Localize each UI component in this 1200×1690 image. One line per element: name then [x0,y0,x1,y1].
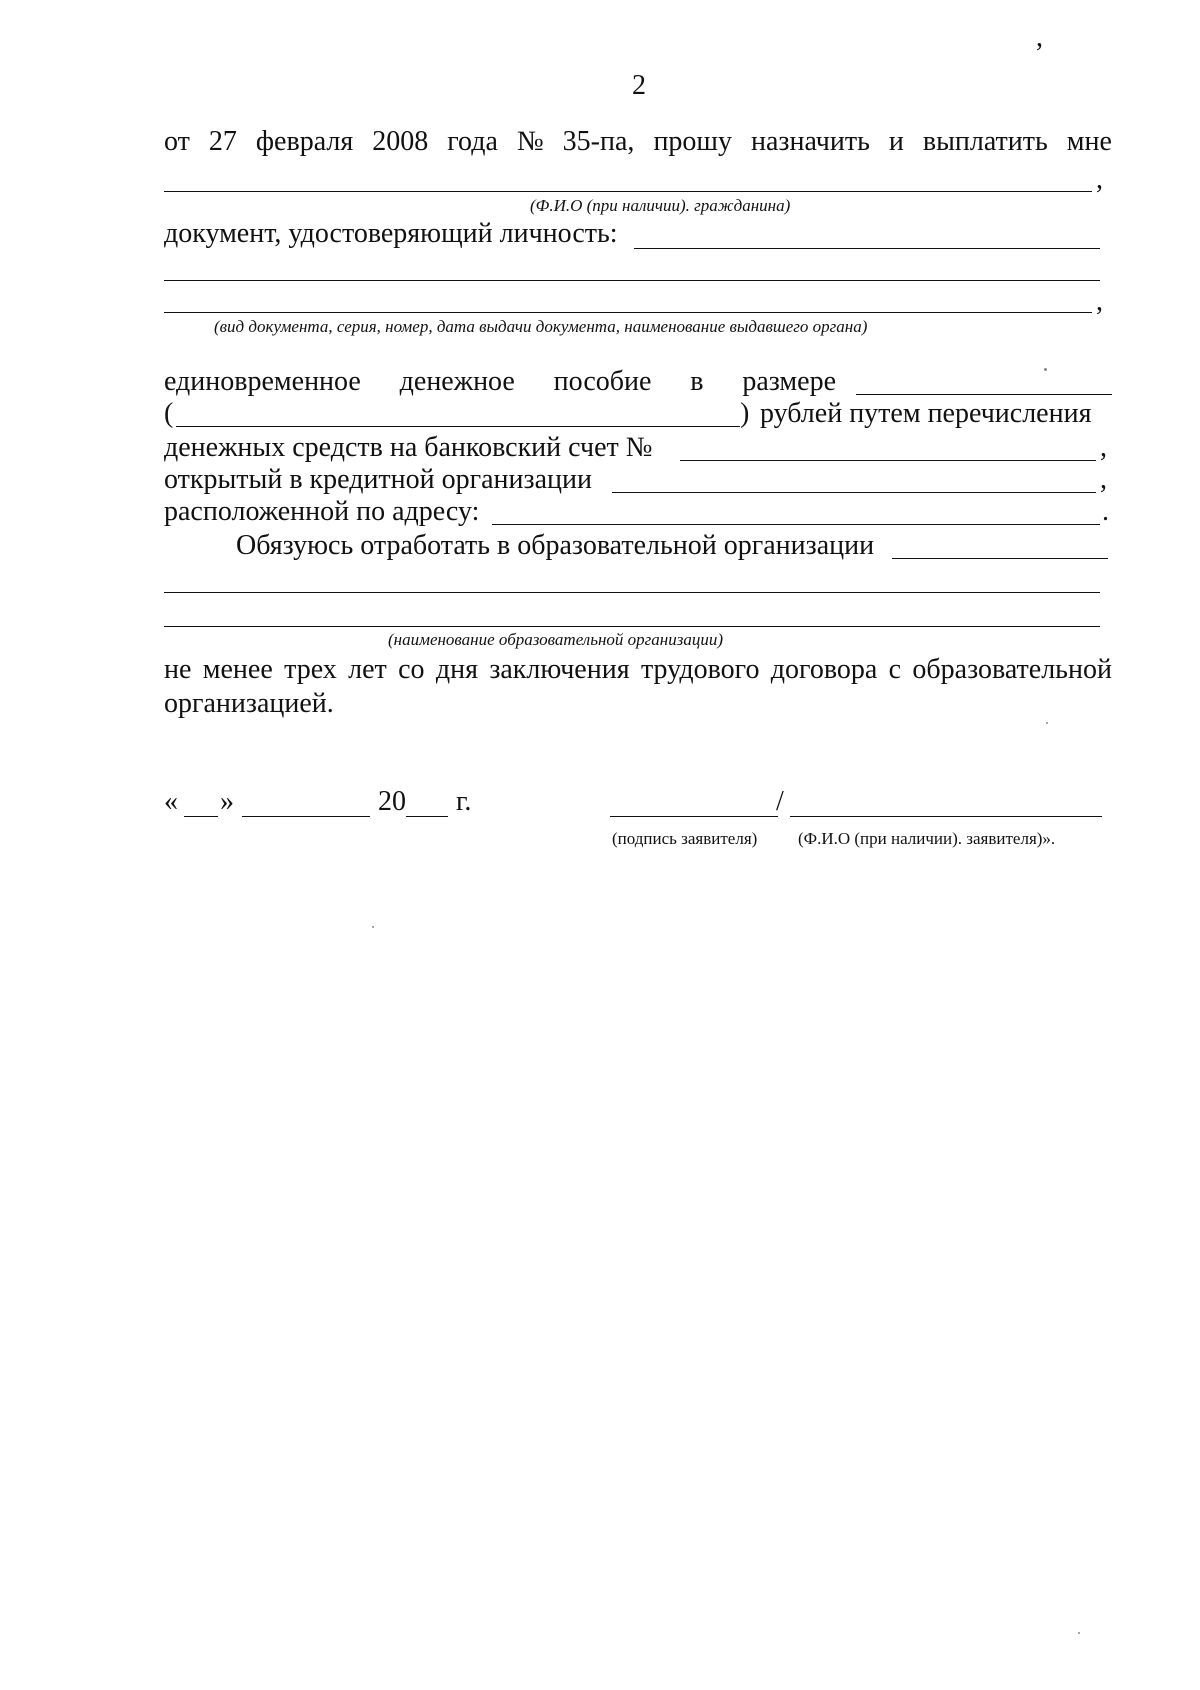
account-field-line[interactable] [680,460,1096,461]
intro-word: и [888,126,904,157]
intro-word: выплатить [922,126,1048,157]
address-label: расположенной по адресу: [164,496,480,527]
benefit-amount-field-line[interactable] [856,394,1112,395]
address-period: . [1102,496,1109,527]
fio-field-line[interactable] [164,191,1092,192]
scan-speck [1044,368,1047,371]
rubles-text: рублей путем перечисления [760,398,1092,429]
date-quote-open: « [164,786,178,817]
benefit-words-field-line[interactable] [176,426,740,427]
intro-word: 27 [208,126,237,157]
date-year-suffix: г. [456,786,472,817]
obligation-text-line-1 [164,654,1112,686]
id-doc-field-line-1[interactable] [634,248,1100,249]
benefit-word: единовременное [164,366,361,397]
intro-word: от [164,126,190,157]
intro-word: мне [1066,126,1112,157]
intro-word: назначить [751,126,870,157]
benefit-word: в [690,366,704,397]
benefit-word: денежное [399,366,515,397]
intro-word: 2008 [372,126,429,157]
intro-word: года [447,126,498,157]
obligation-label: Обязуюсь отработать в образовательной организации [236,530,875,561]
benefit-word: размере [742,366,836,397]
scan-speck [1046,722,1048,724]
obligation-text-line-2: организацией. [164,688,334,719]
credit-org-label: открытый в кредитной организации [164,464,592,495]
obligation-word: лет [348,654,387,685]
applicant-name-caption: (Ф.И.О (при наличии). заявителя)». [798,829,1056,848]
obligation-word: дня [435,654,478,685]
close-paren: ) [740,398,750,429]
fio-comma: , [1096,164,1103,195]
obligation-word: с [888,654,902,685]
benefit-word: пособие [553,366,652,397]
account-comma: , [1100,432,1107,463]
id-doc-comma: , [1096,286,1103,317]
org-caption: (наименование образовательной организации) [388,630,724,649]
date-day-field-line[interactable] [184,816,218,817]
obligation-word: трех [284,654,337,685]
obligation-field-line-2[interactable] [164,592,1100,593]
obligation-word: со [398,654,425,685]
account-label: денежных средств на банковский счет № [164,432,653,463]
obligation-word: менее [202,654,273,685]
page-number: 2 [632,70,646,101]
signature-slash: / [776,786,784,817]
id-doc-label: документ, удостоверяющий личность: [164,218,618,249]
signature-caption: (подпись заявителя) [612,829,758,848]
intro-word: прошу [653,126,732,157]
date-year-prefix: 20 [378,786,406,817]
intro-word: № [516,126,544,157]
obligation-word: образовательной [912,654,1112,685]
corner-mark: , [1036,22,1043,53]
obligation-field-line-1[interactable] [892,558,1108,559]
obligation-word: договора [770,654,878,685]
date-quote-close: » [220,786,234,817]
intro-word: 35-па, [562,126,635,157]
fio-caption: (Ф.И.О (при наличии). гражданина) [530,196,791,215]
intro-word: февраля [255,126,354,157]
obligation-word: заключения [489,654,630,685]
scan-speck [1078,1632,1080,1634]
obligation-word: не [164,654,192,685]
date-month-field-line[interactable] [242,816,370,817]
intro-line [164,126,1112,158]
date-year-field-line[interactable] [406,816,448,817]
credit-org-comma: , [1100,464,1107,495]
address-field-line[interactable] [492,524,1100,525]
open-paren: ( [164,398,174,429]
obligation-word: трудового [640,654,760,685]
id-doc-caption: (вид документа, серия, номер, дата выдачи документа, наименование выдавшего органа) [214,317,868,336]
signature-field-line[interactable] [610,816,778,817]
id-doc-field-line-2[interactable] [164,280,1100,281]
id-doc-field-line-3[interactable] [164,312,1092,313]
obligation-field-line-3[interactable] [164,626,1100,627]
applicant-name-field-line[interactable] [790,816,1102,817]
benefit-line [164,366,836,398]
scan-speck [372,926,374,928]
credit-org-field-line[interactable] [612,492,1096,493]
